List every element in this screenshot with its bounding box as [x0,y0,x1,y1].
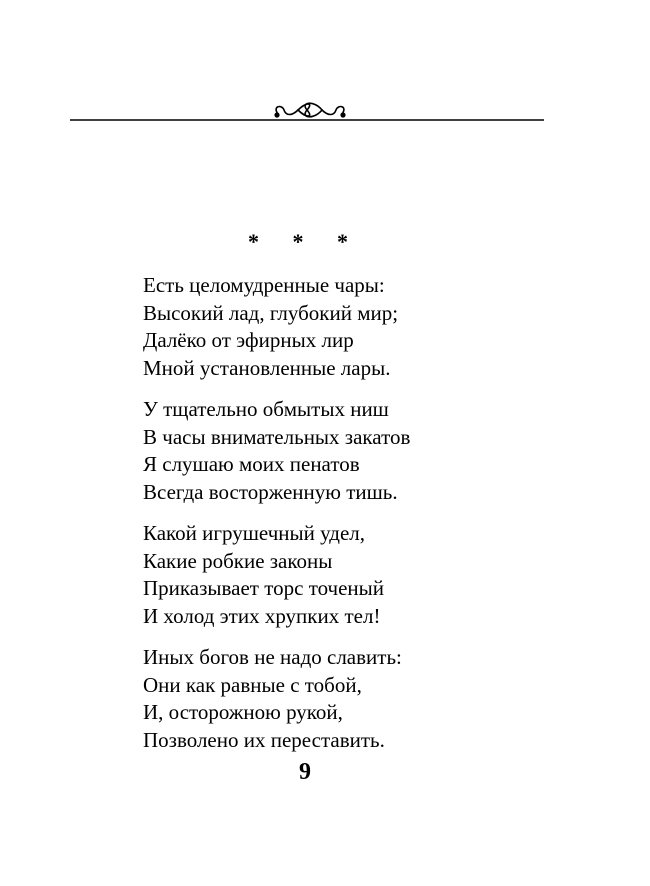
poem-line: Высокий лад, глубокий мир; [143,300,399,325]
poem-line: В часы внимательных закатов [143,424,411,449]
poem-body [143,272,613,768]
poem-line: Они как равные с тобой, [143,672,362,697]
stanza-1 [143,272,613,382]
poem-line: Иных богов не надо славить: [143,645,402,669]
poem-line: И холод этих хрупких тел! [143,603,381,628]
poem-line: Есть целомудренные чары: [143,273,385,297]
page-number: 9 [299,759,311,785]
flourish-divider-icon [70,98,544,130]
stanza-3 [143,520,613,630]
poem-line: У тщательно обмытых ниш [143,397,389,421]
stanza-2 [143,396,613,506]
stanza-4 [143,644,613,754]
poem-line: И, осторожною рукой, [143,700,343,724]
poem-line: Я слушаю моих пенатов [143,452,360,476]
poem-line: Мной установленные лары. [143,355,391,380]
stanza-separator: * * * [248,229,362,254]
poem-line: Всегда восторженную тишь. [143,479,398,504]
poem-line: Какие робкие законы [143,548,333,573]
poem-line: Какой игрушечный удел, [143,521,366,545]
poem-line: Позволено их переставить. [143,727,385,752]
poem-line: Далёко от эфирных лир [143,328,354,352]
poem-line: Приказывает торс точеный [143,576,385,600]
